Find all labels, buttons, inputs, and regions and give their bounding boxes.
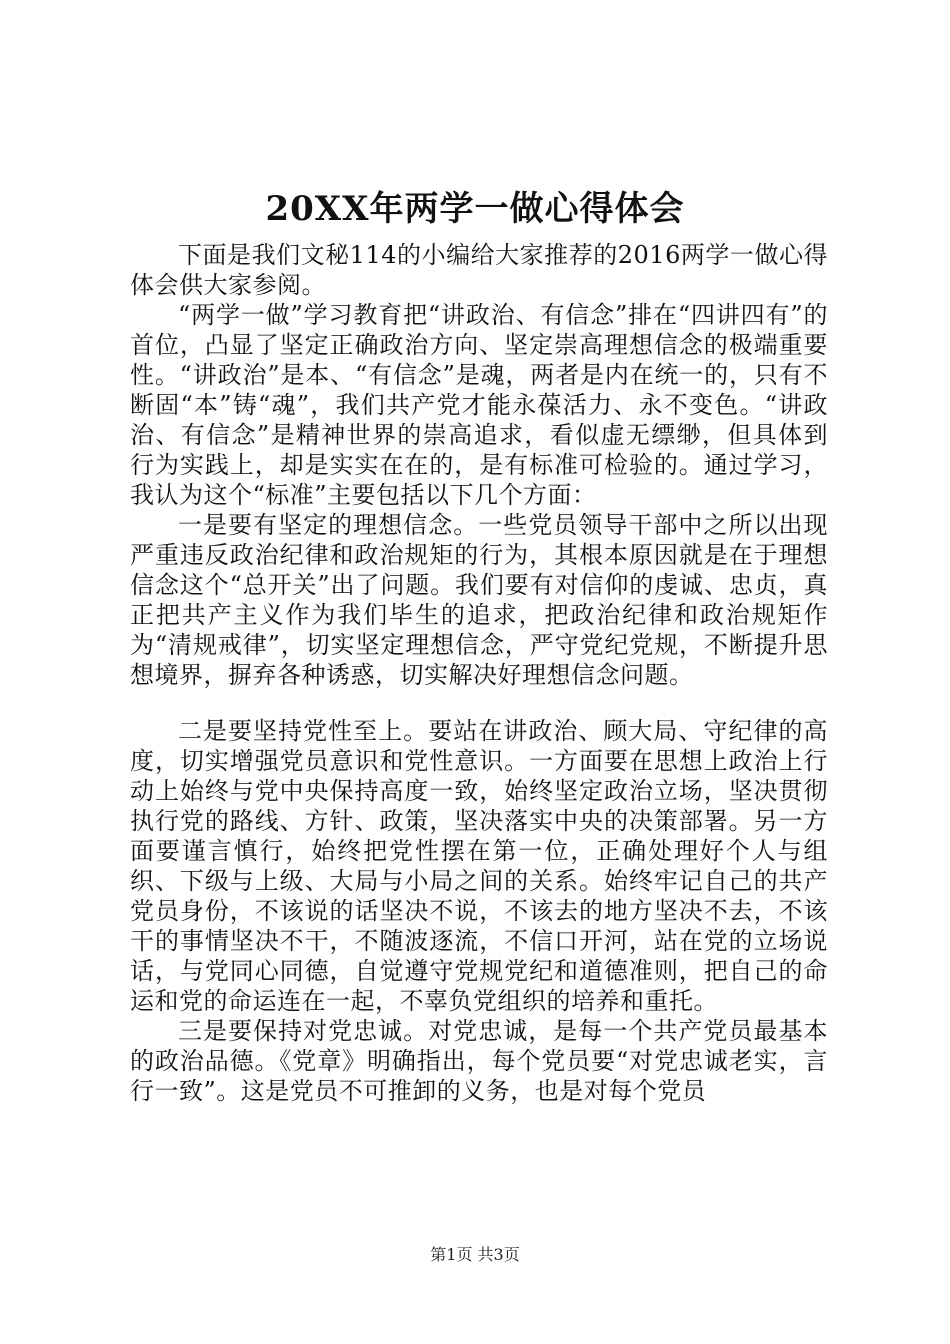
document-title: 20XX年两学一做心得体会 [265, 189, 685, 229]
paragraph-point-two: 二是要坚持党性至上。要站在讲政治、顾大局、守纪律的高度，切实增强党员意识和党性意识。一方面要在思想上政治上行动上始终与党中央保持高度一致，始终坚定政治立场，坚决贯彻执行党的路线、方针、政策，坚决落实中央的决策部署。另一方面要谨言慎行，始终把党性摆在第一位，正确处理好个人与组织、下级与上级、大局与小局之间的关系。始终牢记自己的共产党员身份，不该说的话坚决不说，不该去的地方坚决不去，不该干的事情坚决不干，不随波逐流，不信口开河，站在党的立场说话，与党同心同德，自觉遵守党规党纪和道德准则，把自己的命运和党的命运连在一起，不辜负党组织的培养和重托。 [130, 717, 828, 1015]
paragraph-point-one: 一是要有坚定的理想信念。一些党员领导干部中之所以出现严重违反政治纪律和政治规矩的行为，其根本原因就是在于理想信念这个“总开关”出了问题。我们要有对信仰的虔诚、忠贞，真正把共产主义作为我们毕生的追求，把政治纪律和政治规矩作为“清规戒律”，切实坚定理想信念，严守党纪党规，不断提升思想境界，摒弃各种诱惑，切实解决好理想信念问题。 [130, 511, 828, 689]
page-footer: 第1页 共3页 [430, 1245, 520, 1264]
paragraph-overview: “两学一做”学习教育把“讲政治、有信念”排在“四讲四有”的首位，凸显了坚定正确政治方向、坚定崇高理想信念的极端重要性。“讲政治”是本、“有信念”是魂，两者是内在统一的，只有不断固“本”铸“魂”，我们共产党才能永葆活力、永不变色。“讲政治、有信念”是精神世界的崇高追求，看似虚无缥缈，但具体到行为实践上，却是实实在在的，是有标准可检验的。通过学习，我认为这个“标准”主要包括以下几个方面： [130, 301, 828, 509]
paragraph-point-three: 三是要保持对党忠诚。对党忠诚，是每一个共产党员最基本的政治品德。《党章》明确指出，每个党员要“对党忠诚老实，言行一致”。这是党员不可推卸的义务，也是对每个党员 [130, 1017, 828, 1105]
document-body [130, 240, 828, 1106]
paragraph-intro: 下面是我们文秘114的小编给大家推荐的2016两学一做心得体会供大家参阅。 [130, 241, 828, 299]
